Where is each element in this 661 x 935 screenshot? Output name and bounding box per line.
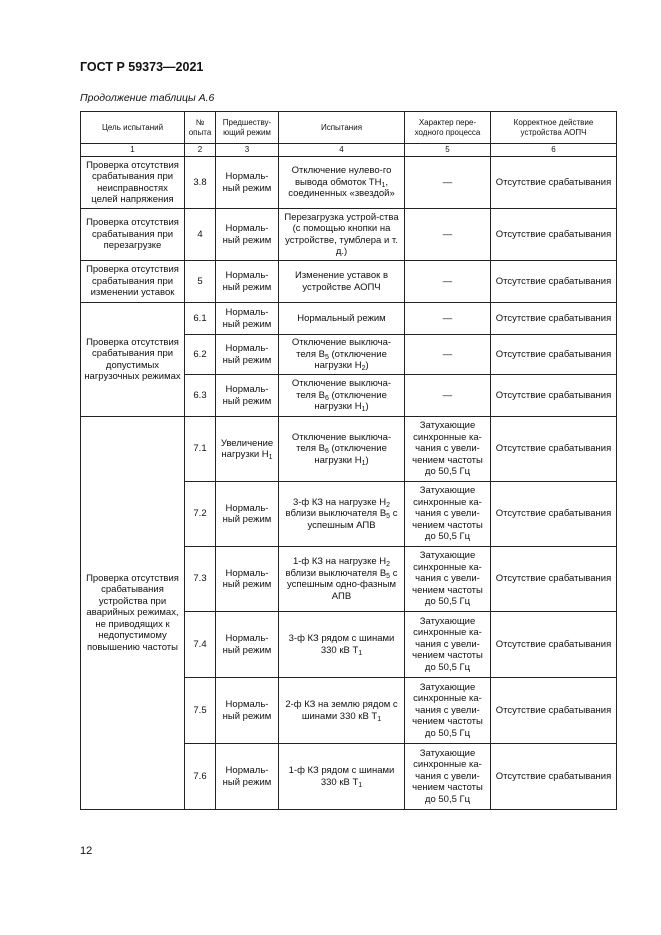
table-row: [81, 417, 617, 482]
experiment-number: 7.1: [185, 417, 216, 482]
column-number: 3: [216, 144, 279, 157]
subscript: 2: [386, 501, 391, 509]
transient-cell: Затухающие синхронные ка-чания с увели-чением частоты до 50,5 Гц: [405, 547, 491, 612]
action-cell: Отсутствие срабатывания: [491, 157, 617, 209]
action-cell: Отсутствие срабатывания: [491, 209, 617, 261]
action-cell: Отсутствие срабатывания: [491, 417, 617, 482]
table-row: [81, 261, 617, 303]
transient-cell: Затухающие синхронные ка-чания с увели-чением частоты до 50,5 Гц: [405, 744, 491, 810]
test-cell: Нормальный режим: [279, 303, 405, 335]
column-header-purpose: Цель испытаний: [81, 112, 185, 144]
experiment-number: 4: [185, 209, 216, 261]
test-text: 1-ф КЗ на нагрузке Н: [292, 556, 387, 567]
subscript: 6: [324, 448, 329, 456]
action-cell: Отсутствие срабатывания: [491, 744, 617, 810]
previous-mode-cell: Нормаль-ный режим: [216, 303, 279, 335]
action-cell: Отсутствие срабатывания: [491, 261, 617, 303]
transient-cell: —: [405, 375, 491, 417]
subscript: 6: [324, 394, 329, 402]
test-text: ): [365, 454, 369, 466]
test-text: 3-ф КЗ рядом с шинами 330 кВ Т: [288, 633, 395, 656]
transient-cell: Затухающие синхронные ка-чания с увели-чением частоты до 50,5 Гц: [405, 417, 491, 482]
test-text: Отключение выключа-теля В: [291, 431, 392, 455]
page-number: 12: [80, 845, 93, 857]
test-text: (отключение нагрузки Н: [314, 348, 387, 372]
transient-cell: —: [405, 303, 491, 335]
subscript: 2: [361, 365, 366, 373]
test-cell: [279, 612, 405, 678]
column-number: 2: [185, 144, 216, 157]
subscript: 1: [268, 454, 273, 461]
column-header-action: Корректное действие устройства АОПЧ: [491, 112, 617, 144]
action-cell: Отсутствие срабатывания: [491, 303, 617, 335]
test-cell: [279, 482, 405, 547]
table-row: [81, 303, 617, 335]
test-text: с успешным АПВ: [307, 508, 398, 531]
subscript: 5: [386, 513, 391, 521]
previous-mode-cell: Нормаль-ный режим: [216, 482, 279, 547]
previous-mode-cell: Нормаль-ный режим: [216, 157, 279, 209]
previous-mode-cell: Нормаль-ный режим: [216, 678, 279, 744]
subscript: 1: [361, 406, 366, 414]
action-cell: Отсутствие срабатывания: [491, 678, 617, 744]
experiment-number: 5: [185, 261, 216, 303]
test-cell: [279, 744, 405, 810]
test-text: (отключение нагрузки Н: [314, 443, 387, 466]
experiment-number: 7.4: [185, 612, 216, 678]
previous-mode-cell: Нормаль-ный режим: [216, 335, 279, 375]
table-row: [81, 209, 617, 261]
test-text: вблизи выключателя В: [285, 508, 387, 520]
action-cell: Отсутствие срабатывания: [491, 375, 617, 417]
document-title: ГОСТ Р 59373—2021: [80, 60, 204, 74]
column-number: 1: [81, 144, 185, 157]
column-header-number: № опыта: [185, 112, 216, 144]
test-text: 3-ф КЗ на нагрузке Н: [292, 496, 387, 508]
experiment-number: 6.2: [185, 335, 216, 375]
test-cell: [279, 335, 405, 375]
test-cell: [279, 678, 405, 744]
previous-mode-cell: [216, 417, 279, 482]
test-cell: Изменение уставок в устройстве АОПЧ: [279, 261, 405, 303]
test-table: [80, 111, 617, 810]
experiment-number: 7.5: [185, 678, 216, 744]
test-cell: [279, 375, 405, 417]
experiment-number: 7.6: [185, 744, 216, 810]
experiment-number: 3.8: [185, 157, 216, 209]
test-cell: [279, 417, 405, 482]
test-text: 1-ф КЗ рядом с шинами 330 кВ Т: [288, 765, 395, 788]
table-caption: Продолжение таблицы А.6: [80, 92, 215, 104]
table-row: [81, 157, 617, 209]
subscript: 1: [361, 459, 366, 467]
purpose-cell: Проверка отсутствия срабатывания при перезагрузке: [81, 209, 185, 261]
transient-cell: —: [405, 335, 491, 375]
test-text: Отключение нулево-го вывода обмоток ТН: [291, 165, 392, 188]
test-cell: [279, 157, 405, 209]
test-text: с успешным одно-фазным АПВ: [287, 567, 398, 602]
action-cell: Отсутствие срабатывания: [491, 335, 617, 375]
subscript: 1: [377, 715, 382, 723]
previous-mode-cell: Нормаль-ный режим: [216, 744, 279, 810]
subscript: 5: [386, 572, 391, 580]
subscript: 2: [386, 561, 391, 568]
action-cell: Отсутствие срабатывания: [491, 547, 617, 612]
test-text: ): [365, 401, 369, 413]
purpose-cell: Проверка отсутствия срабатывания при изменении уставок: [81, 261, 185, 303]
experiment-number: 7.2: [185, 482, 216, 547]
action-cell: Отсутствие срабатывания: [491, 482, 617, 547]
column-number: 4: [279, 144, 405, 157]
test-text: вблизи выключателя В: [285, 567, 387, 579]
experiment-number: 6.1: [185, 303, 216, 335]
subscript: 1: [358, 781, 363, 789]
previous-mode-cell: Нормаль-ный режим: [216, 547, 279, 612]
column-number-row: [81, 144, 617, 157]
test-text: (отключение нагрузки Н: [314, 389, 387, 413]
purpose-cell: Проверка отсутствия срабатывания при допустимых нагрузочных режимах: [81, 303, 185, 417]
column-header-previous-mode: Предшеству-ющий режим: [216, 112, 279, 144]
subscript: 1: [381, 181, 386, 189]
subscript: 1: [358, 649, 363, 657]
previous-mode-cell: Нормаль-ный режим: [216, 612, 279, 678]
column-number: 6: [491, 144, 617, 157]
transient-cell: —: [405, 261, 491, 303]
transient-cell: —: [405, 209, 491, 261]
previous-mode-cell: Нормаль-ный режим: [216, 209, 279, 261]
test-text: 2-ф КЗ на землю рядом с шинами 330 кВ Т: [285, 699, 398, 722]
test-text: Отключение выключа-теля В: [291, 337, 392, 360]
test-text: ): [365, 360, 369, 372]
previous-mode-cell: Нормаль-ный режим: [216, 261, 279, 303]
test-cell: [279, 547, 405, 612]
column-header-tests: Испытания: [279, 112, 405, 144]
table-header-row: [81, 112, 617, 144]
test-cell: Перезагрузка устрой-ства (с помощью кнопки на устройстве, тумблера и т. д.): [279, 209, 405, 261]
transient-cell: Затухающие синхронные ка-чания с увели-чением частоты до 50,5 Гц: [405, 678, 491, 744]
transient-cell: —: [405, 157, 491, 209]
column-number: 5: [405, 144, 491, 157]
transient-cell: Затухающие синхронные ка-чания с увели-чением частоты до 50,5 Гц: [405, 612, 491, 678]
previous-mode-cell: Нормаль-ный режим: [216, 375, 279, 417]
subscript: 5: [324, 353, 329, 361]
purpose-cell: Проверка отсутствия срабатывания устройства при аварийных режимах, не приводящих к недопустимому повышению частоты: [81, 417, 185, 810]
experiment-number: 6.3: [185, 375, 216, 417]
purpose-cell: Проверка отсутствия срабатывания при неисправностях целей напряжения: [81, 157, 185, 209]
experiment-number: 7.3: [185, 547, 216, 612]
previous-mode-text: Увеличение нагрузки Н: [220, 437, 274, 460]
action-cell: Отсутствие срабатывания: [491, 612, 617, 678]
test-text: , соединенных «звездой»: [288, 176, 395, 200]
transient-cell: Затухающие синхронные ка-чания с увели-чением частоты до 50,5 Гц: [405, 482, 491, 547]
test-text: Отключение выключа-теля В: [291, 378, 392, 401]
column-header-transient: Характер пере-ходного процесса: [405, 112, 491, 144]
